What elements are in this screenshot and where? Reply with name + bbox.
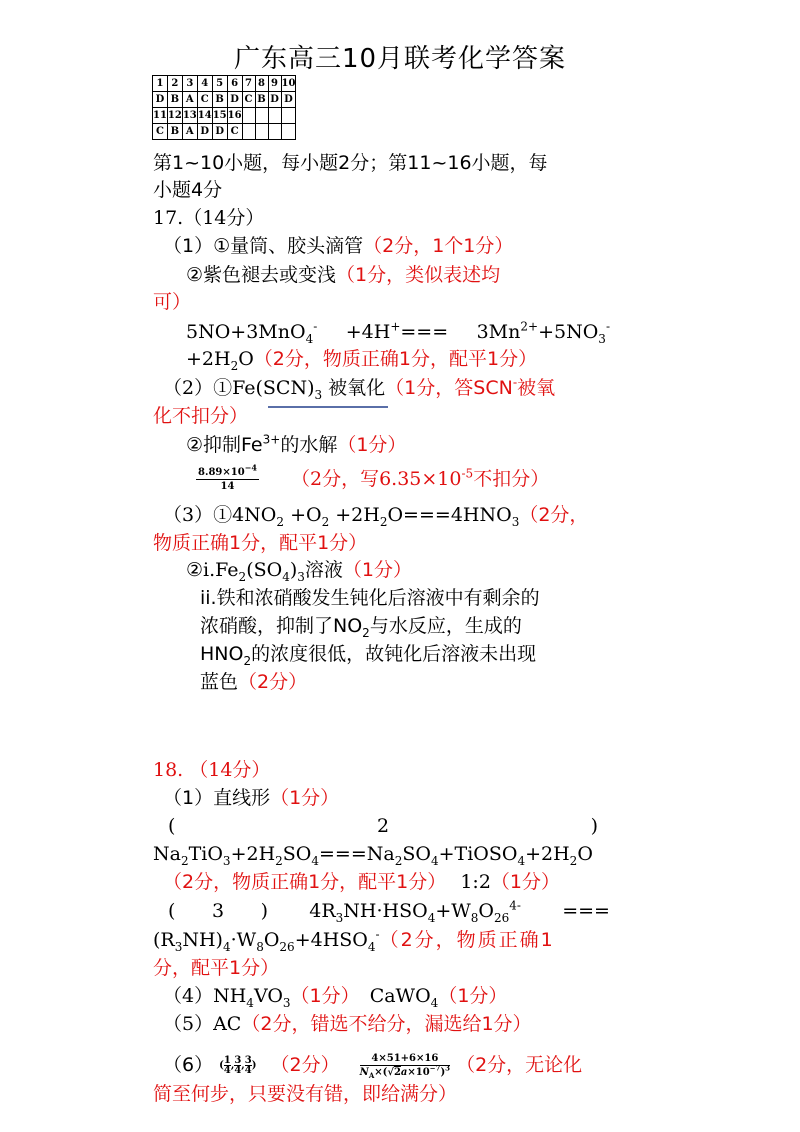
score-note: （2分，物质正确1分，配平1分） — [253, 348, 538, 370]
answer-text: （1）①量筒、胶头滴管 — [163, 235, 364, 257]
page-title: 广东高三10月联考化学答案 — [233, 44, 567, 74]
answer-table-cell — [255, 124, 268, 140]
answer-table-cell: C — [242, 92, 255, 108]
fractional-coordinates: ( $\frac{1}{4}$ , $\frac{3}{4}$ , $\frac{3}{4}$ ) — [219, 1055, 257, 1076]
q17-part2-1: $(2)①Fe(SCN)_3$ 被氧化（1分，答SCN-被氧 — [163, 375, 556, 402]
answer-table-cell: C — [197, 92, 212, 108]
answer-table-cell: A — [182, 124, 197, 140]
q17-part3-ii-1: ii.铁和浓硝酸发生钝化后溶液中有剩余的 — [200, 587, 540, 609]
q17-heading: 17.（14分） — [153, 207, 265, 229]
answer-table-cell — [242, 108, 255, 124]
q18-part1: （1）直线形（1分） — [163, 787, 340, 809]
answer-table-cell — [281, 124, 296, 140]
answer-table-row — [153, 124, 296, 140]
answer-table-cell: 9 — [268, 76, 281, 92]
answer-table-row — [153, 76, 296, 92]
answer-table-cell: C — [153, 124, 168, 140]
q17-part2-3: $\frac{8.89\times 10^{-4}}{14}$ （2分，写$6.35\times 10^{-5}$不扣分） — [198, 462, 550, 492]
answer-table-cell — [268, 124, 281, 140]
answer-table-cell: D — [227, 92, 242, 108]
q17-part1-1 — [163, 233, 513, 259]
density-fraction: $\frac{4\times 51+6\times 16}{N_A\times(√2a\times 10^{-7})^3}$ — [359, 1053, 451, 1080]
q18-part2-notes: （2分，物质正确1分，配平1分） 1:2（1分） — [163, 871, 560, 893]
answer-table-cell: 4 — [197, 76, 212, 92]
answer-table-cell: 15 — [212, 108, 227, 124]
answer-table-cell: 6 — [227, 76, 242, 92]
q17-part3-1-note-cont: 物质正确1分，配平1分） — [153, 532, 368, 554]
answer-table-cell: 11 — [153, 108, 168, 124]
answer-table-cell: 1 — [153, 76, 168, 92]
q18-part3-line1: ( 3 ) $4R_3NH\cdot HSO_4+W_8O_{26}^{4-}$ === — [168, 898, 610, 925]
answer-table-cell: C — [227, 124, 242, 140]
eq-term: +4H+=== — [345, 319, 449, 343]
answer-table-cell: D — [268, 92, 281, 108]
score-note: （1分，类似表述均 — [336, 264, 501, 286]
answer-table-cell: 10 — [281, 76, 296, 92]
q18-part6: （6） ( $\frac{1}{4}$ , $\frac{3}{4}$ , $\frac{3}{4}$ ) （2分） $\frac{4\times 51+6\times 16}{N_A\times(√2a\times 10^{-7})^3}$ （2分，无论化 — [163, 1053, 583, 1080]
scoring-line-1: 第1~10小题，每小题2分；第11~16小题，每 — [153, 152, 548, 174]
answer-table-cell: 2 — [167, 76, 182, 92]
q17-part3-ii-2: 浓硝酸，抑制了$NO_2$与水反应，生成的 — [200, 615, 522, 640]
answer-table-cell: 3 — [182, 76, 197, 92]
scoring-line-2: 小题4分 — [153, 179, 223, 201]
q17-equation-line2: $+2H_2O(2$分，物质正确1分，配平1分） — [186, 348, 538, 373]
answer-table-cell: 12 — [167, 108, 182, 124]
q18-heading: 18. （14分） — [153, 759, 271, 781]
q17-part2-2: ②抑制$Fe^{3+}$的水解（1分） — [186, 432, 407, 456]
answer-table-cell: B — [212, 92, 227, 108]
answer-table-row — [153, 108, 296, 124]
q17-part3-1: $(3)①4NO_2 +O_2 +2H_2O===4HNO_3(2$分， — [163, 504, 589, 529]
eq-term: $3Mn^{2+}+5NO_3^-$ — [476, 319, 610, 346]
q18-equation-2: $Na_2TiO_3+2H_2SO_4===Na_2SO_4+TiOSO_4+2H_2O$ — [153, 843, 593, 868]
answer-table-cell: 8 — [255, 76, 268, 92]
answer-table — [152, 75, 296, 140]
answer-table-cell: B — [255, 92, 268, 108]
answer-text: ②紫色褪去或变浅 — [186, 264, 337, 286]
answer-table-row — [153, 92, 296, 108]
q18-part5: （5）AC（2分，错选不给分，漏选给1分） — [163, 1013, 532, 1035]
q17-equation-line1 — [186, 319, 610, 345]
answer-table-cell: B — [167, 92, 182, 108]
answer-table-cell: 13 — [182, 108, 197, 124]
answer-table-cell — [268, 108, 281, 124]
q18-part4: $(4)NH_4VO_3(1$分） CaWO$_4$（1分） — [163, 985, 508, 1010]
answer-table-cell: 5 — [212, 76, 227, 92]
fraction: $\frac{8.89\times 10^{-4}}{14}$ — [198, 462, 257, 492]
q17-part3-2: $②i.Fe_2(SO_4)_3$溶液（1分） — [186, 559, 413, 584]
q17-part3-ii-3: $HNO_2$的浓度很低，故钝化后溶液未出现 — [200, 643, 537, 668]
q18-part3-line2: $(R_3NH)_4\cdot W_8O_{26}+4HSO_4^-(2$分，物质正确1 — [153, 927, 555, 954]
pen-underline — [268, 406, 388, 408]
q18-part3-note-cont: 分，配平1分） — [153, 957, 280, 979]
answer-table-cell: D — [153, 92, 168, 108]
q17-part2-1-note-cont: 化不扣分） — [153, 405, 249, 427]
answer-table-cell — [255, 108, 268, 124]
answer-table-cell — [281, 108, 296, 124]
eq-term: 5NO+3MnO$_4$- — [186, 319, 318, 346]
answer-table-cell — [242, 124, 255, 140]
answer-table-cell: D — [212, 124, 227, 140]
answer-table-cell: A — [182, 92, 197, 108]
score-note: （2分，1个1分） — [363, 235, 514, 257]
answer-table-cell: 7 — [242, 76, 255, 92]
answer-table-cell: D — [281, 92, 296, 108]
q17-part1-2-note-cont: 可） — [153, 291, 192, 313]
answer-table-cell: 14 — [197, 108, 212, 124]
answer-table-cell: 16 — [227, 108, 242, 124]
q17-part1-2 — [186, 262, 500, 288]
answer-table-cell: B — [167, 124, 182, 140]
q18-part2-label: ( 2 ) — [168, 815, 598, 837]
q17-part3-ii-4: 蓝色（2分） — [200, 671, 308, 693]
q18-part6-note-cont: 简至何步，只要没有错，即给满分） — [153, 1083, 458, 1105]
answer-table-cell: D — [197, 124, 212, 140]
